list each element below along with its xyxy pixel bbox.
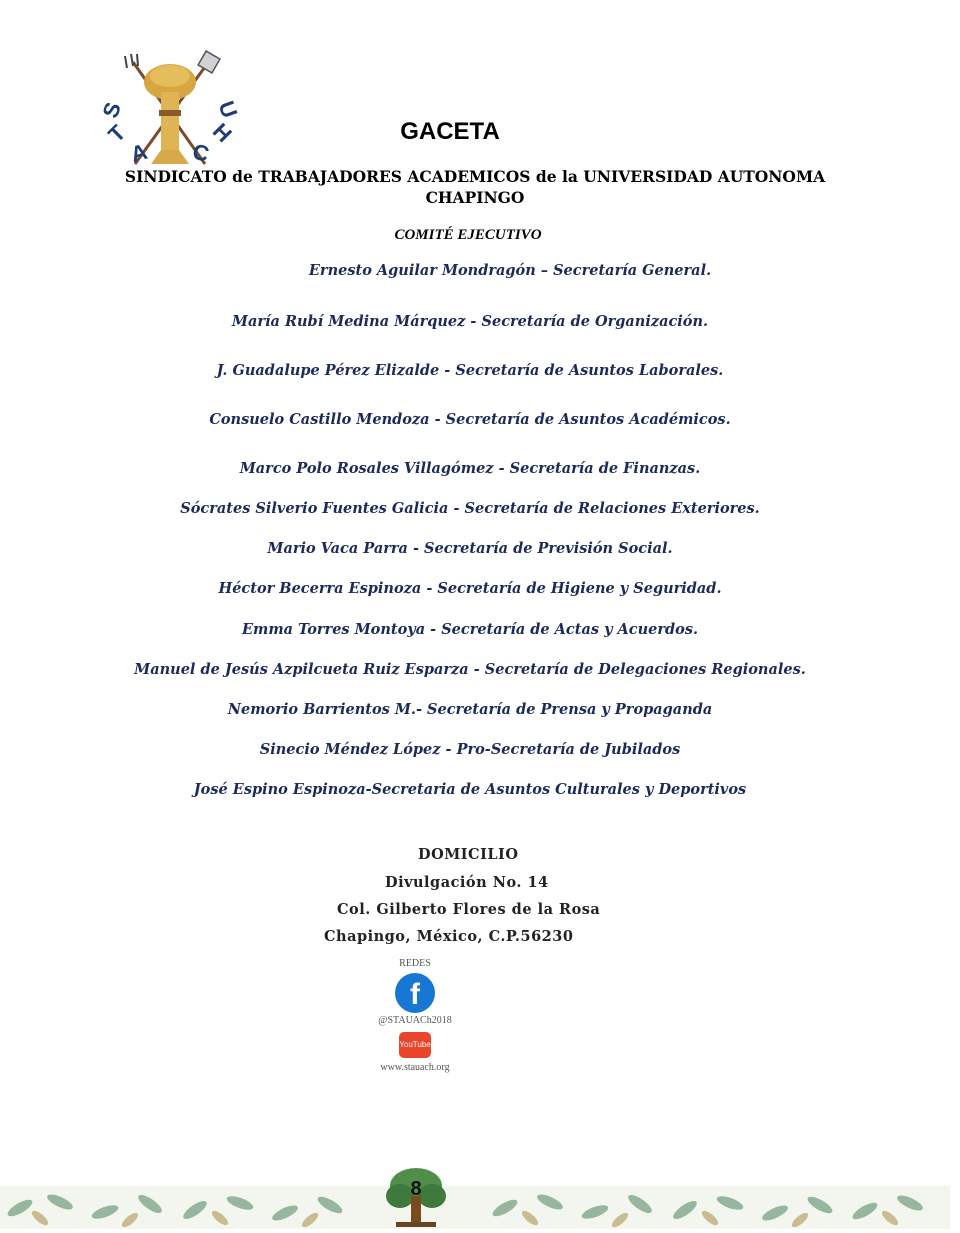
youtube-icon[interactable]: YouTube xyxy=(399,1032,431,1058)
committee-member: Nemorio Barrientos M.- Secretaría de Prensa y Propaganda xyxy=(227,701,713,718)
union-name xyxy=(60,166,890,208)
social-block xyxy=(365,958,465,1090)
address-line-3: Chapingo, México, C.P.56230 xyxy=(324,928,574,945)
address-heading: DOMICILIO xyxy=(418,846,519,863)
committee-member: Sócrates Silverio Fuentes Galicia - Secretaría de Relaciones Exteriores. xyxy=(180,500,760,517)
committee-member: J. Guadalupe Pérez Elizalde - Secretaría de Asuntos Laborales. xyxy=(216,362,724,379)
facebook-handle[interactable]: @STAUACh2018 xyxy=(378,1015,452,1026)
svg-text:A: A xyxy=(128,138,150,167)
svg-text:S: S xyxy=(97,98,126,122)
website-link[interactable]: www.stauach.org xyxy=(380,1062,450,1073)
facebook-icon[interactable]: f xyxy=(395,973,435,1013)
union-name-line-1: SINDICATO de TRABAJADORES ACADEMICOS de la UNIVERSIDAD AUTONOMA xyxy=(124,167,826,186)
svg-text:C: C xyxy=(189,138,212,167)
committee-member: Mario Vaca Parra - Secretaría de Previsión Social. xyxy=(267,540,673,557)
svg-text:T: T xyxy=(103,120,131,148)
social-label: REDES xyxy=(399,958,431,969)
committee-member: Marco Polo Rosales Villagómez - Secretaría de Finanzas. xyxy=(239,460,701,477)
committee-member: Ernesto Aguilar Mondragón – Secretaría General. xyxy=(308,262,712,279)
committee-title: COMITÉ EJECUTIVO xyxy=(394,227,542,243)
union-name-line-2: CHAPINGO xyxy=(425,188,525,207)
gazette-title: GACETA xyxy=(400,118,500,145)
committee-member: María Rubí Medina Márquez - Secretaría de Organización. xyxy=(231,313,709,330)
committee-member: José Espino Espinoza-Secretaria de Asuntos Culturales y Deportivos xyxy=(193,781,747,798)
committee-member: Sinecio Méndez López - Pro-Secretaría de Jubilados xyxy=(259,741,681,758)
address-line-2: Col. Gilberto Flores de la Rosa xyxy=(337,901,601,918)
committee-member: Emma Torres Montoya - Secretaría de Actas y Acuerdos. xyxy=(241,621,699,638)
committee-member: Manuel de Jesús Azpilcueta Ruiz Esparza - Secretaría de Delegaciones Regionales. xyxy=(134,661,806,678)
footer-foliage-border xyxy=(0,1168,950,1229)
svg-text:H: H xyxy=(207,118,237,148)
page-number: 8 xyxy=(410,1178,422,1200)
address-line-1: Divulgación No. 14 xyxy=(385,874,549,891)
stauach-logo xyxy=(97,52,243,170)
committee-member: Héctor Becerra Espinoza - Secretaría de Higiene y Seguridad. xyxy=(218,580,722,597)
committee-member: Consuelo Castillo Mendoza - Secretaría de Asuntos Académicos. xyxy=(209,411,731,428)
svg-text:U: U xyxy=(213,97,243,122)
